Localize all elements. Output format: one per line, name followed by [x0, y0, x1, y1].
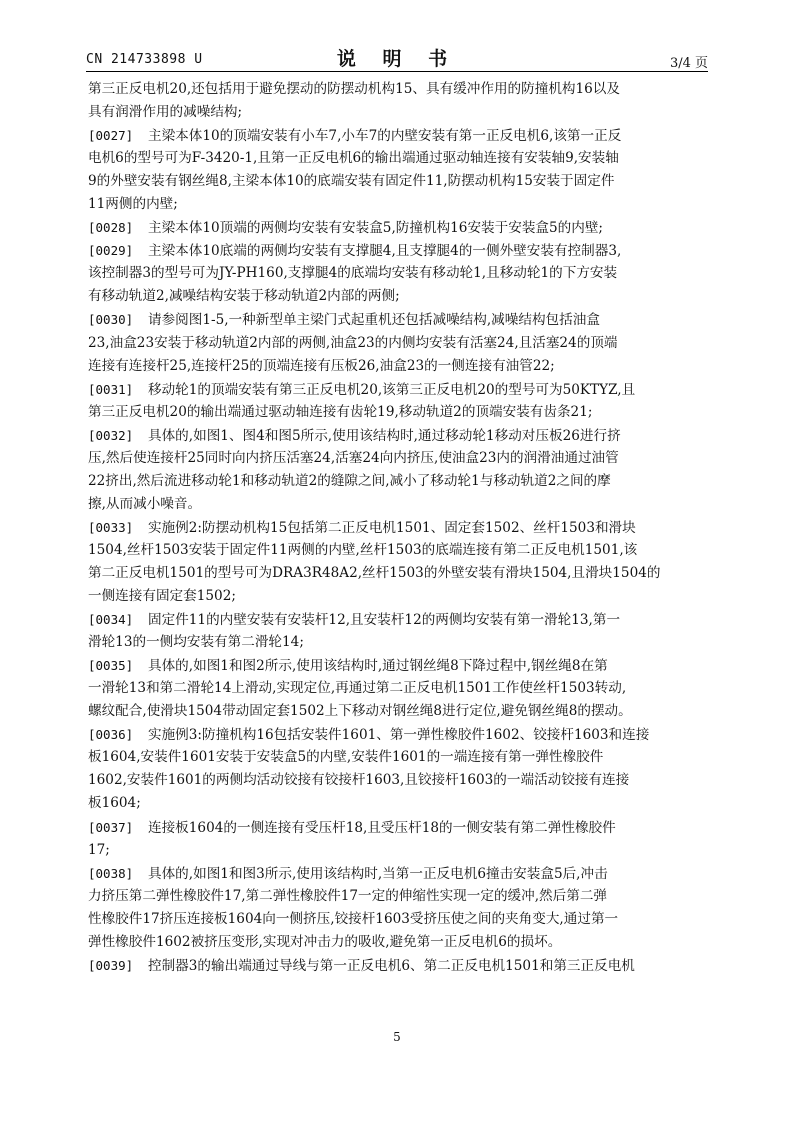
paragraph-number: [0029] — [88, 243, 134, 259]
paragraph-text: 具体的,如图1和图2所示,使用该结构时,通过钢丝绳8下降过程中,钢丝绳8在第 — [148, 658, 608, 675]
text-line: 17; — [88, 841, 110, 858]
text-line: 弹性橡胶件1602被挤压变形,实现对冲击力的吸收,避免第一正反电机6的损坏。 — [88, 933, 562, 950]
text-line: 具有润滑作用的减噪结构; — [88, 104, 243, 121]
paragraph-text: 主梁本体10底端的两侧均安装有支撑腿4,且支撑腿4的一侧外壁安装有控制器3, — [148, 243, 622, 260]
document-body — [88, 78, 706, 977]
text-line: 该控制器3的型号可为JY-PH160,支撑腿4的底端均安装有移动轮1,且移动轮1的下方安装 — [88, 265, 618, 282]
text-line: 1602,安装件1601的两侧均活动铰接有铰接杆1603,且铰接杆1603的一端活动铰接有连接 — [88, 772, 630, 789]
paragraph-number: [0028] — [88, 220, 134, 236]
paragraph-0027 — [88, 124, 706, 147]
paragraph-text: 移动轮1的顶端安装有第三正反电机20,该第三正反电机20的型号可为50KTYZ,且 — [148, 381, 636, 398]
text-line: 9的外壁安装有钢丝绳8,主梁本体10的底端安装有固定件11,防摆动机构15安装于固定件 — [88, 173, 615, 190]
text-line: 螺纹配合,使滑块1504带动固定套1502上下移动对钢丝绳8进行定位,避免钢丝绳8的摆动。 — [88, 703, 632, 720]
paragraph-number: [0034] — [88, 612, 134, 628]
text-line: 22挤出,然后流进移动轮1和移动轨道2的缝隙之间,减小了移动轮1与移动轨道2之间的摩 — [88, 472, 611, 489]
text-line: 23,油盒23安装于移动轨道2内部的两侧,油盒23的内侧均安装有活塞24,且活塞24的顶端 — [88, 334, 618, 351]
page-indicator: 3/4 页 — [669, 56, 708, 71]
text-line: 板1604; — [88, 795, 141, 812]
paragraph-number: [0039] — [88, 957, 134, 973]
paragraph-text: 连接板1604的一侧连接有受压杆18,且受压杆18的一侧安装有第二弹性橡胶件 — [148, 819, 616, 836]
paragraph-0032 — [88, 424, 706, 447]
page-header — [86, 42, 708, 70]
paragraph-number: [0038] — [88, 865, 134, 881]
paragraph-number: [0032] — [88, 427, 134, 443]
paragraph-text: 主梁本体10顶端的两侧均安装有安装盒5,防撞机构16安装于安装盒5的内壁; — [148, 220, 604, 237]
text-line: 擦,从而减小噪音。 — [88, 495, 202, 512]
text-line: 压,然后使连接杆25同时向内挤压活塞24,活塞24向内挤压,使油盒23内的润滑油通过油管 — [88, 449, 619, 466]
text-line: 一侧连接有固定套1502; — [88, 588, 236, 605]
patent-number: CN 214733898 U — [86, 52, 203, 67]
text-line: 1504,丝杆1503安装于固定件11两侧的内壁,丝杆1503的底端连接有第二正反电机1501,该 — [88, 541, 638, 558]
paragraph-text: 固定件11的内壁安装有安装杆12,且安装杆12的两侧均安装有第一滑轮13,第一 — [148, 612, 621, 629]
paragraph-text: 请参阅图1-5,一种新型单主梁门式起重机还包括减噪结构,减噪结构包括油盒 — [148, 312, 600, 329]
text-line: 第三正反电机20的输出端通过驱动轴连接有齿轮19,移动轨道2的顶端安装有齿条21; — [88, 403, 593, 420]
paragraph-0034 — [88, 608, 706, 631]
paragraph-text: 具体的,如图1和图3所示,使用该结构时,当第一正反电机6撞击安装盒5后,冲击 — [148, 865, 608, 882]
paragraph-0038 — [88, 862, 706, 885]
text-line: 一滑轮13和第二滑轮14上滑动,实现定位,再通过第二正反电机1501工作使丝杆1503转动, — [88, 680, 627, 697]
paragraph-number: [0035] — [88, 658, 134, 674]
document-title: 说 明 书 — [336, 48, 458, 70]
paragraph-text: 主梁本体10的顶端安装有小车7,小车7的内壁安装有第一正反电机6,该第一正反 — [148, 128, 622, 145]
paragraph-text: 实施例3:防撞机构16包括安装件1601、第一弹性橡胶件1602、铰接杆1603和连接 — [148, 727, 650, 744]
paragraph-0037 — [88, 816, 706, 839]
text-line: 第二正反电机1501的型号可为DRA3R48A2,丝杆1503的外壁安装有滑块1504,且滑块1504的 — [88, 564, 661, 581]
paragraph-0039 — [88, 954, 706, 977]
paragraph-0035 — [88, 654, 706, 677]
paragraph-number: [0036] — [88, 727, 134, 743]
text-line: 电机6的型号可为F-3420-1,且第一正反电机6的输出端通过驱动轴连接有安装轴9,安装轴 — [88, 150, 619, 167]
paragraph-0036 — [88, 723, 706, 746]
header-rule — [86, 71, 708, 72]
paragraph-number: [0030] — [88, 312, 134, 328]
text-line: 有移动轨道2,减噪结构安装于移动轨道2内部的两侧; — [88, 288, 400, 305]
paragraph-0028 — [88, 216, 706, 239]
paragraph-text: 实施例2:防摆动机构15包括第二正反电机1501、固定套1502、丝杆1503和滑块 — [148, 519, 636, 536]
text-line: 力挤压第二弹性橡胶件17,第二弹性橡胶件17一定的伸缩性实现一定的缓冲,然后第二弹 — [88, 887, 608, 904]
text-line: 性橡胶件17挤压连接板1604向一侧挤压,铰接杆1603受挤压使之间的夹角变大,通过第一 — [88, 910, 619, 927]
paragraph-0030 — [88, 308, 706, 331]
paragraph-number: [0027] — [88, 128, 134, 144]
text-line: 第三正反电机20,还包括用于避免摆动的防摆动机构15、具有缓冲作用的防撞机构16以及 — [88, 81, 620, 97]
text-line: 板1604,安装件1601安装于安装盒5的内壁,安装件1601的一端连接有第一弹性橡胶件 — [88, 749, 604, 766]
paragraph-0031 — [88, 378, 706, 401]
text-line: 连接有连接杆25,连接杆25的顶端连接有压板26,油盒23的一侧连接有油管22; — [88, 357, 555, 374]
paragraph-number: [0033] — [88, 519, 134, 535]
text-line: 滑轮13的一侧均安装有第二滑轮14; — [88, 634, 304, 651]
paragraph-number: [0037] — [88, 819, 134, 835]
paragraph-number: [0031] — [88, 381, 134, 397]
paragraph-0033 — [88, 516, 706, 539]
paragraph-text: 具体的,如图1、图4和图5所示,使用该结构时,通过移动轮1移动对压板26进行挤 — [148, 427, 621, 444]
paragraph-0029 — [88, 239, 706, 262]
text-line: 11两侧的内壁; — [88, 196, 178, 213]
paragraph-text: 控制器3的输出端通过导线与第一正反电机6、第二正反电机1501和第三正反电机 — [148, 957, 635, 974]
page-number: 5 — [393, 1030, 401, 1044]
